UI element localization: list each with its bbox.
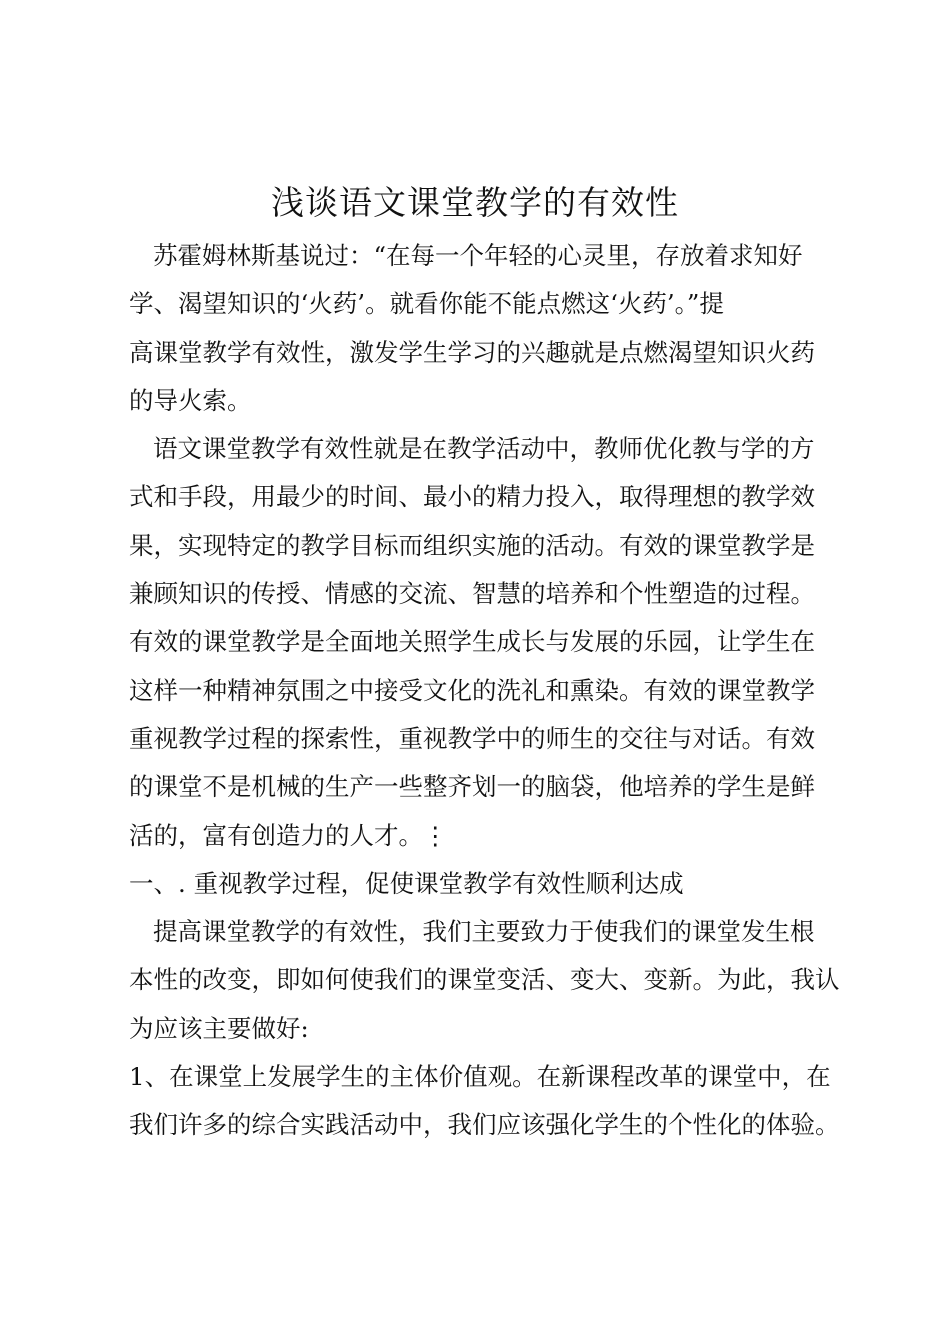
text-line: 苏霍姆林斯基说过：“在每一个年轻的心灵里，存放着求知好 [153,241,803,270]
text-line: 的导火索。 [129,385,252,415]
text-line: 果，实现特定的教学目标而组织实施的活动。有效的课堂教学是 [129,530,815,560]
text-line: 这样一种精神氛围之中接受文化的洗礼和熏染。有效的课堂教学 [129,675,815,705]
text-line: 本性的改变，即如何使我们的课堂变活、变大、变新。为此，我认 [129,965,840,995]
text-line: 1、在课堂上发展学生的主体价值观。在新课程改革的课堂中，在 [129,1062,831,1092]
text-line: 有效的课堂教学是全面地关照学生成长与发展的乐园，让学生在 [129,627,815,657]
section-heading: 一、. 重视教学过程，促使课堂教学有效性顺利达成 [129,868,684,898]
text-line: 的课堂不是机械的生产一些整齐划一的脑袋，他培养的学生是鲜 [129,772,815,802]
text-line: 活的，富有创造力的人才。⋮ [129,820,448,850]
text-line: 高课堂教学有效性，激发学生学习的兴趣就是点燃渴望知识火药 [129,337,815,367]
text-line: 提高课堂教学的有效性，我们主要致力于使我们的课堂发生根 [153,917,815,947]
document-body [129,232,840,1150]
text-line: 重视教学过程的探索性，重视教学中的师生的交往与对话。有效 [129,723,815,753]
text-line: 式和手段，用最少的时间、最小的精力投入，取得理想的教学效 [129,482,815,512]
document-title: 浅谈语文课堂教学的有效性 [271,183,679,222]
text-line: 学、渴望知识的‘火药’。就看你能不能点燃这‘火药’。”提 [129,289,724,319]
text-line: 语文课堂教学有效性就是在教学活动中，教师优化教与学的方 [153,434,815,464]
text-line: 我们许多的综合实践活动中，我们应该强化学生的个性化的体验。 [129,1110,840,1140]
text-line: 为应该主要做好: [129,1013,309,1043]
text-line: 兼顾知识的传授、情感的交流、智慧的培养和个性塑造的过程。 [129,579,815,609]
